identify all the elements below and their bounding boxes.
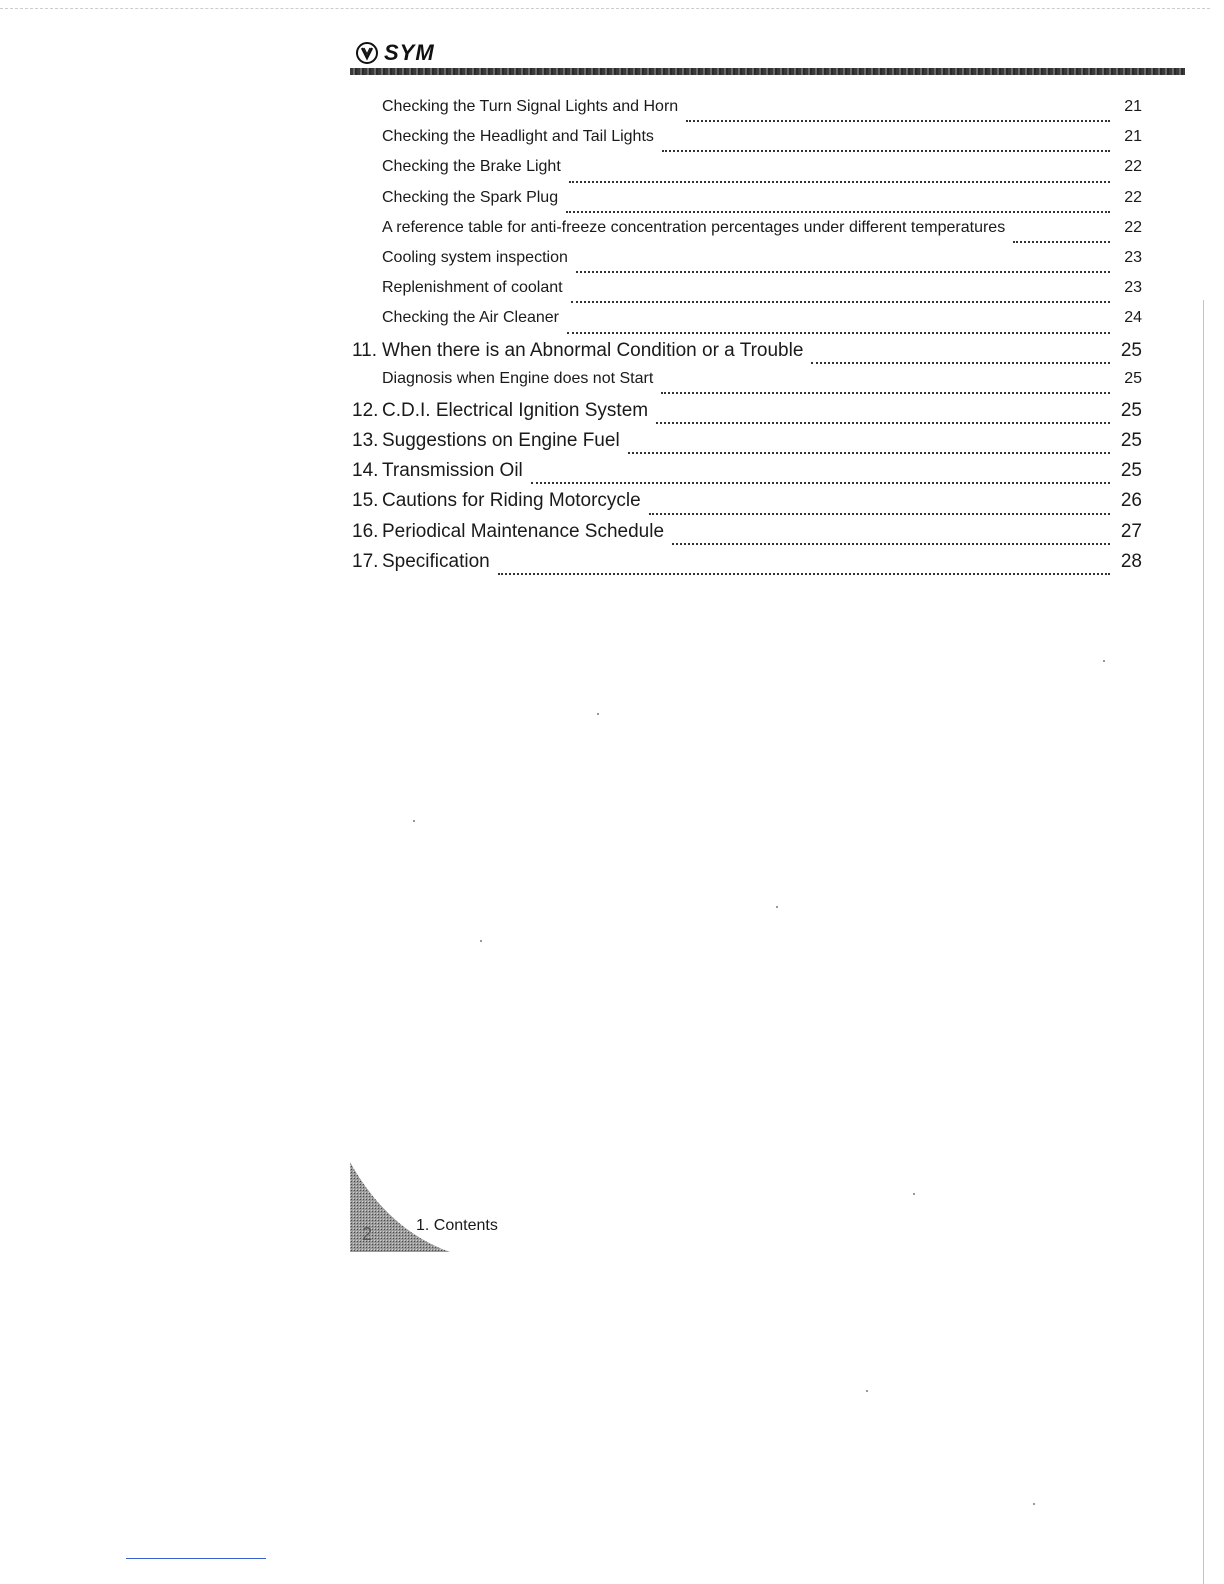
toc-leader-dots [531, 481, 1110, 484]
toc-entry [352, 158, 1142, 188]
toc-entry-title: Cooling system inspection [382, 248, 568, 266]
scan-speck [597, 713, 599, 715]
header-bar [350, 68, 1185, 75]
toc-entry-page: 22 [1124, 188, 1142, 206]
toc-entry-page: 25 [1120, 339, 1142, 361]
toc-entry [352, 219, 1142, 249]
toc-entry-number: 11. [352, 339, 378, 361]
sym-logo-icon [356, 42, 378, 64]
toc-entry [352, 490, 1142, 520]
toc-entry [352, 98, 1142, 128]
toc-entry-title: Replenishment of coolant [382, 279, 563, 297]
toc-entry-number: 17. [352, 550, 379, 572]
toc-entry [352, 370, 1142, 400]
toc-entry [352, 400, 1142, 430]
toc-entry [352, 521, 1142, 551]
toc-entry [352, 249, 1142, 279]
page-corner-tab [348, 1160, 458, 1255]
toc-leader-dots [569, 180, 1110, 183]
toc-entry [352, 460, 1142, 490]
toc-leader-dots [628, 451, 1110, 454]
toc-entry-number: 16. [352, 520, 379, 542]
toc-entry [352, 279, 1142, 309]
toc-leader-dots [662, 149, 1110, 152]
brand-name: SYM [384, 40, 435, 65]
toc-entry-title: C.D.I. Electrical Ignition System [382, 399, 649, 421]
toc-entry-number: 12. [352, 399, 379, 421]
toc-leader-dots [672, 542, 1110, 545]
toc-entry-title: Checking the Brake Light [382, 158, 561, 176]
page-number: 2 [362, 1224, 373, 1244]
toc-entry-page: 28 [1120, 550, 1142, 572]
toc-leader-dots [1013, 240, 1110, 243]
toc-entry-title: Cautions for Riding Motorcycle [382, 490, 641, 512]
toc-entry-title: Periodical Maintenance Schedule [382, 520, 665, 542]
toc-leader-dots [566, 210, 1110, 213]
toc-entry-page: 27 [1120, 520, 1142, 542]
toc-entry-number: 13. [352, 430, 379, 452]
toc-entry [352, 189, 1142, 219]
toc-leader-dots [656, 421, 1110, 424]
toc-entry-page: 22 [1124, 218, 1142, 236]
scan-speck [913, 1193, 915, 1195]
toc-leader-dots [576, 270, 1110, 273]
bottom-rule [126, 1558, 266, 1559]
toc-entry-number: 15. [352, 490, 379, 512]
top-scan-line [0, 8, 1210, 9]
toc-entry-title: Suggestions on Engine Fuel [382, 430, 620, 452]
toc-entry-page: 21 [1124, 98, 1142, 115]
toc-entry-page: 23 [1124, 248, 1142, 266]
toc-entry-number: 14. [352, 460, 379, 482]
toc-entry-title: Diagnosis when Engine does not Start [382, 369, 654, 387]
footer-section-label: 1. Contents [416, 1217, 498, 1234]
right-scan-edge [1203, 300, 1204, 1584]
toc-leader-dots [567, 331, 1110, 334]
scan-speck [866, 1390, 868, 1392]
toc-entry-page: 23 [1124, 279, 1142, 297]
toc-entry-title: Specification [382, 550, 490, 572]
brand-header [356, 40, 435, 66]
scan-speck [1033, 1503, 1035, 1505]
toc-leader-dots [498, 572, 1110, 575]
toc-entry-title: Checking the Headlight and Tail Lights [382, 128, 654, 146]
toc-entry-title: Checking the Spark Plug [382, 188, 559, 206]
toc-leader-dots [811, 361, 1110, 364]
toc-entry [352, 551, 1142, 581]
scan-speck [1103, 660, 1105, 662]
scan-speck [413, 820, 415, 822]
toc-leader-dots [661, 391, 1110, 394]
toc-leader-dots [649, 512, 1110, 515]
toc-entry-page: 25 [1124, 369, 1142, 387]
table-of-contents [352, 98, 1142, 581]
toc-entry-title: Checking the Turn Signal Lights and Horn [382, 98, 679, 115]
toc-entry [352, 128, 1142, 158]
toc-entry-page: 25 [1120, 430, 1142, 452]
toc-entry-page: 25 [1120, 460, 1142, 482]
scan-speck [480, 940, 482, 942]
toc-entry-page: 25 [1120, 399, 1142, 421]
toc-entry-title: When there is an Abnormal Condition or a Trouble [382, 339, 804, 361]
toc-entry-title: A reference table for anti-freeze concentration percentages under different temperatures [382, 218, 1006, 236]
toc-entry [352, 309, 1142, 339]
toc-entry-title: Transmission Oil [382, 460, 523, 482]
toc-entry-page: 26 [1120, 490, 1142, 512]
toc-entry [352, 340, 1142, 370]
toc-entry-page: 22 [1124, 158, 1142, 176]
toc-entry-page: 21 [1124, 128, 1142, 146]
scan-speck [776, 906, 778, 908]
toc-entry-title: Checking the Air Cleaner [382, 309, 559, 327]
toc-leader-dots [686, 119, 1110, 122]
toc-entry-page: 24 [1124, 309, 1142, 327]
toc-entry [352, 430, 1142, 460]
toc-leader-dots [571, 300, 1110, 303]
